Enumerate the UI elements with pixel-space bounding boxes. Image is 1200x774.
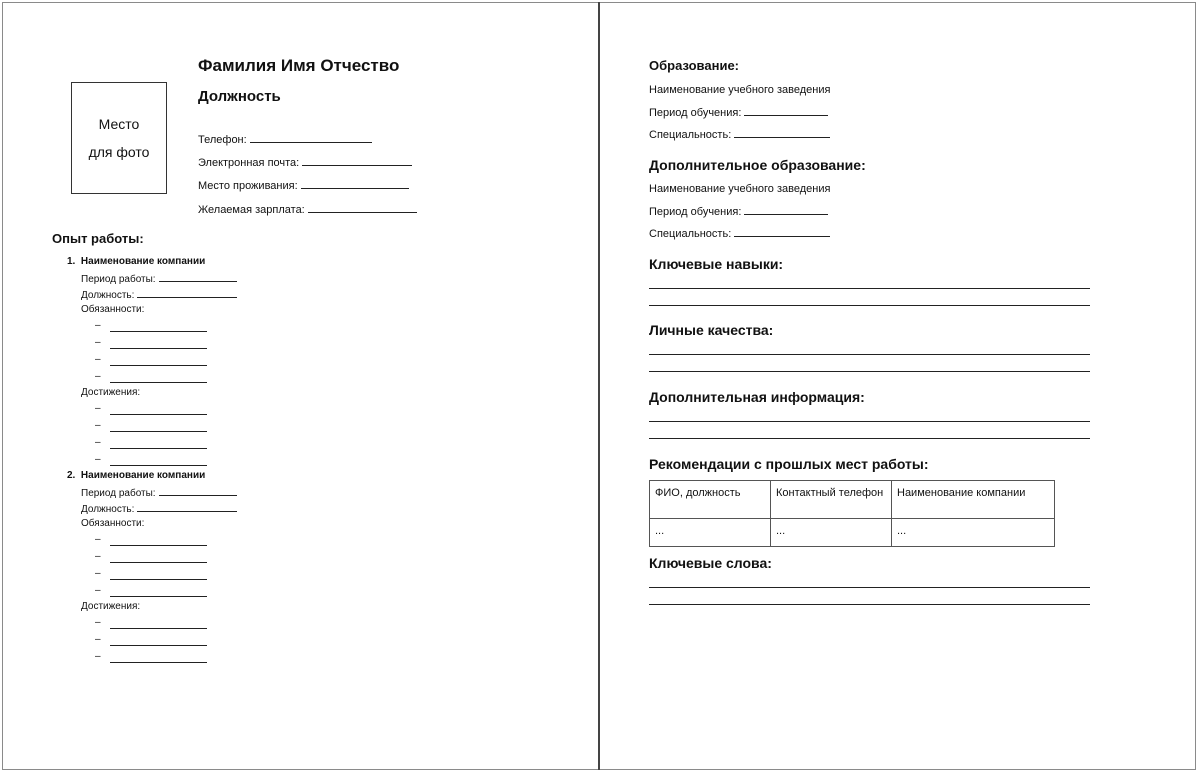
contact-residence-label: Место проживания: bbox=[198, 180, 298, 192]
contact-salary bbox=[198, 203, 417, 216]
experience-title: Опыт работы: bbox=[52, 231, 144, 246]
additional-info-line-2[interactable] bbox=[649, 438, 1090, 439]
additional-info-title: Дополнительная информация: bbox=[649, 389, 865, 405]
job-2-achievements-label: Достижения: bbox=[81, 601, 141, 612]
education-period bbox=[649, 106, 828, 119]
job-1-ach-4-dash: – bbox=[95, 454, 101, 465]
job-2-ach-1-line[interactable] bbox=[110, 628, 207, 629]
job-1-duty-4-dash: – bbox=[95, 371, 101, 382]
job-2-ach-2-dash: – bbox=[95, 634, 101, 645]
recommendations-title: Рекомендации с прошлых мест работы: bbox=[649, 456, 929, 472]
references-cell-name[interactable]: ... bbox=[650, 519, 771, 547]
job-1-duties-label: Обязанности: bbox=[81, 304, 145, 315]
job-2-duty-3-line[interactable] bbox=[110, 579, 207, 580]
job-2-number: 2. bbox=[67, 470, 76, 481]
photo-label-line2: для фото bbox=[88, 144, 150, 160]
full-name: Фамилия Имя Отчество bbox=[198, 56, 400, 75]
job-1-number: 1. bbox=[67, 256, 76, 267]
contact-phone-label: Телефон: bbox=[198, 134, 247, 146]
contact-salary-line[interactable] bbox=[308, 203, 417, 213]
job-2-duty-1-line[interactable] bbox=[110, 545, 207, 546]
job-1-ach-3-dash: – bbox=[95, 437, 101, 448]
references-cell-phone[interactable]: ... bbox=[771, 519, 892, 547]
photo-placeholder bbox=[71, 82, 167, 194]
job-1-position-label: Должность: bbox=[81, 290, 135, 301]
job-1-duty-4-line[interactable] bbox=[110, 382, 207, 383]
job-1-ach-4-line[interactable] bbox=[110, 465, 207, 466]
additional-info-line-1[interactable] bbox=[649, 421, 1090, 422]
key-skills-line-2[interactable] bbox=[649, 305, 1090, 306]
job-1-period bbox=[81, 272, 237, 285]
key-skills-line-1[interactable] bbox=[649, 288, 1090, 289]
job-1-company: Наименование компании bbox=[80, 256, 206, 267]
job-2-duty-1-dash: – bbox=[95, 534, 101, 545]
job-1-ach-3-line[interactable] bbox=[110, 448, 207, 449]
job-2-company: Наименование компании bbox=[80, 470, 206, 481]
education-specialty bbox=[649, 128, 830, 141]
education-institution: Наименование учебного заведения bbox=[649, 84, 831, 96]
personal-qualities-title: Личные качества: bbox=[649, 322, 774, 338]
contact-email-label: Электронная почта: bbox=[198, 157, 300, 169]
additional-education-institution: Наименование учебного заведения bbox=[649, 183, 831, 195]
job-2-duty-2-dash: – bbox=[95, 551, 101, 562]
job-2-period-label: Период работы: bbox=[81, 488, 156, 499]
job-1-ach-2-line[interactable] bbox=[110, 431, 207, 432]
education-period-line[interactable] bbox=[744, 106, 828, 116]
education-title: Образование: bbox=[649, 58, 740, 73]
job-position: Должность bbox=[198, 88, 281, 105]
job-1-ach-1-dash: – bbox=[95, 403, 101, 414]
job-1-ach-2-dash: – bbox=[95, 420, 101, 431]
job-2-position-label: Должность: bbox=[81, 504, 135, 515]
education-specialty-label: Специальность: bbox=[649, 129, 732, 141]
job-2-period-line[interactable] bbox=[159, 486, 237, 496]
job-1-duty-1-line[interactable] bbox=[110, 331, 207, 332]
job-2-ach-2-line[interactable] bbox=[110, 645, 207, 646]
additional-education-period-label: Период обучения: bbox=[649, 206, 742, 218]
education-period-label: Период обучения: bbox=[649, 107, 742, 119]
contact-phone bbox=[198, 133, 372, 146]
personal-qualities-line-2[interactable] bbox=[649, 371, 1090, 372]
additional-education-specialty-line[interactable] bbox=[734, 227, 830, 237]
job-1-position bbox=[81, 288, 237, 301]
additional-education-specialty-label: Специальность: bbox=[649, 228, 732, 240]
job-1-duty-3-line[interactable] bbox=[110, 365, 207, 366]
page-divider bbox=[598, 2, 600, 770]
contact-salary-label: Желаемая зарплата: bbox=[198, 204, 305, 216]
contact-email bbox=[198, 156, 412, 169]
job-1-period-label: Период работы: bbox=[81, 274, 156, 285]
job-2-duty-4-dash: – bbox=[95, 585, 101, 596]
references-table bbox=[649, 480, 1055, 547]
job-2-duty-2-line[interactable] bbox=[110, 562, 207, 563]
contact-residence bbox=[198, 179, 409, 192]
references-cell-company[interactable]: ... bbox=[892, 519, 1055, 547]
personal-qualities-line-1[interactable] bbox=[649, 354, 1090, 355]
additional-education-title: Дополнительное образование: bbox=[649, 157, 866, 173]
additional-education-specialty bbox=[649, 227, 830, 240]
job-1-duty-2-line[interactable] bbox=[110, 348, 207, 349]
job-1-ach-1-line[interactable] bbox=[110, 414, 207, 415]
additional-education-period bbox=[649, 205, 828, 218]
job-2-ach-3-line[interactable] bbox=[110, 662, 207, 663]
job-2-heading bbox=[67, 470, 205, 481]
job-1-achievements-label: Достижения: bbox=[81, 387, 141, 398]
job-1-heading bbox=[67, 256, 205, 267]
contact-phone-line[interactable] bbox=[250, 133, 372, 143]
job-2-duty-3-dash: – bbox=[95, 568, 101, 579]
job-1-duty-2-dash: – bbox=[95, 337, 101, 348]
job-2-period bbox=[81, 486, 237, 499]
job-1-duty-3-dash: – bbox=[95, 354, 101, 365]
additional-education-period-line[interactable] bbox=[744, 205, 828, 215]
keywords-line-1[interactable] bbox=[649, 587, 1090, 588]
job-1-period-line[interactable] bbox=[159, 272, 237, 282]
keywords-line-2[interactable] bbox=[649, 604, 1090, 605]
keywords-title: Ключевые слова: bbox=[649, 555, 772, 571]
key-skills-title: Ключевые навыки: bbox=[649, 256, 784, 272]
job-2-ach-3-dash: – bbox=[95, 651, 101, 662]
job-1-duty-1-dash: – bbox=[95, 320, 101, 331]
job-2-position bbox=[81, 502, 237, 515]
table-row bbox=[650, 519, 1055, 547]
references-header-name: ФИО, должность bbox=[650, 481, 771, 519]
job-2-ach-1-dash: – bbox=[95, 617, 101, 628]
photo-label-line1: Место bbox=[98, 116, 140, 132]
contact-residence-line[interactable] bbox=[301, 179, 409, 189]
references-header-company: Наименование компании bbox=[892, 481, 1055, 519]
job-2-duties-label: Обязанности: bbox=[81, 518, 145, 529]
contact-email-line[interactable] bbox=[302, 156, 412, 166]
job-2-duty-4-line[interactable] bbox=[110, 596, 207, 597]
references-header-phone: Контактный телефон bbox=[771, 481, 892, 519]
education-specialty-line[interactable] bbox=[734, 128, 830, 138]
job-2-position-line[interactable] bbox=[137, 502, 237, 512]
job-1-position-line[interactable] bbox=[137, 288, 237, 298]
references-header-row bbox=[650, 481, 1055, 519]
